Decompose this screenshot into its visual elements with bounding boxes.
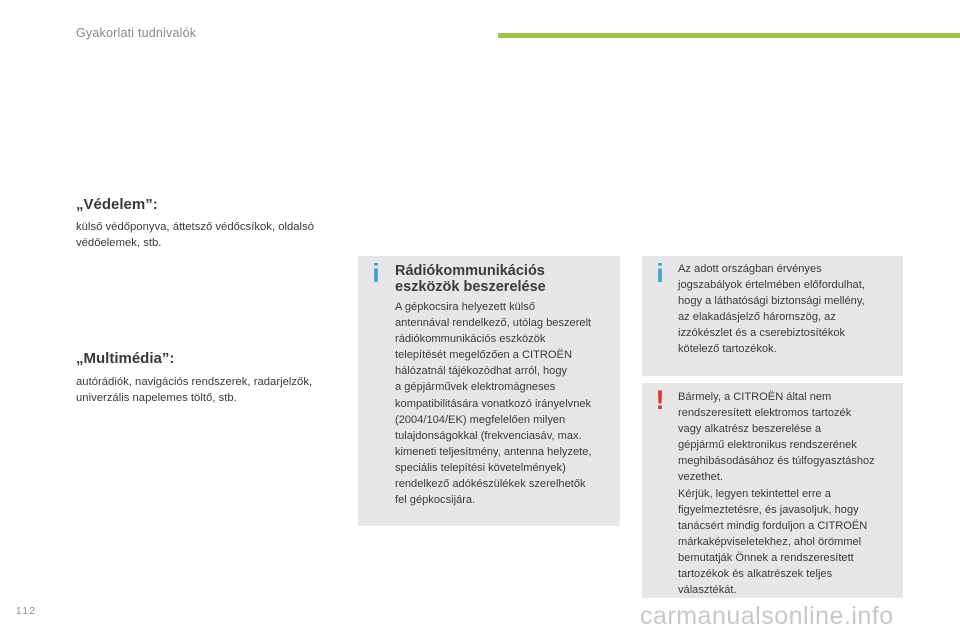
info-icon: i: [656, 258, 664, 288]
text-line: gépjármű elektronikus rendszerének: [678, 439, 857, 452]
text-line: (2004/104/EK) megfelelően milyen: [395, 413, 566, 426]
radio-communication-box: [358, 256, 620, 526]
text-line: meghibásodásához és túlfogyasztáshoz: [678, 455, 875, 468]
text-line: autórádiók, navigációs rendszerek, radarjelzők,: [76, 376, 313, 388]
text-line: vezethet.: [678, 471, 724, 484]
header-accent-bar: [498, 33, 960, 38]
text-line: rendelkező adókészülékek szerelhetők: [395, 478, 586, 491]
text-line: tanácsért mindig forduljon a CITROËN: [678, 519, 868, 532]
radio-box-heading: [395, 263, 615, 295]
section-text-protection: [76, 219, 351, 251]
text-line: kompatibilitására vonatkozó irányelvnek: [395, 397, 592, 410]
text-line: speciális telepítési követelmények): [395, 461, 566, 474]
text-line: választékát.: [678, 584, 737, 597]
text-line: Kérjük, legyen tekintettel erre a: [678, 487, 831, 500]
country-box-text: [678, 261, 900, 358]
heading-line: eszközök beszerelése: [395, 279, 546, 295]
text-line: figyelmeztetésre, és javasoljuk, hogy: [678, 503, 859, 516]
text-line: rendszeresített elektromos tartozék: [678, 407, 852, 420]
heading-line: Rádiókommunikációs: [395, 263, 545, 279]
text-line: Az adott országban érvényes: [678, 263, 822, 275]
text-line: tulajdonságokkal (frekvenciasáv, max.: [395, 429, 582, 442]
section-heading-protection: „Védelem”:: [76, 196, 158, 213]
text-line: rádiókommunikációs eszközök: [395, 333, 546, 346]
text-line: tartozékok és alkatrészek teljes: [678, 568, 833, 581]
text-line: bemutatják Önnek a rendszeresített: [678, 551, 854, 564]
header-title: Gyakorlati tudnivalók: [76, 26, 197, 40]
country-regulations-box: [642, 256, 903, 376]
text-line: kimeneti teljesítmény, antenna helyzete,: [395, 445, 592, 458]
warning-box-text: [678, 389, 902, 598]
text-line: univerzális napelemes töltő, stb.: [76, 392, 237, 404]
warning-icon: !: [655, 385, 665, 415]
text-line: a gépjárművek elektromágneses: [395, 381, 556, 394]
text-line: kötelező tartozékok.: [678, 343, 777, 356]
text-line: külső védőponyva, áttetsző védőcsíkok, oldalsó: [76, 221, 315, 233]
text-line: Bármely, a CITROËN által nem: [678, 391, 832, 403]
text-line: izzókészlet és a cserebiztosítékok: [678, 327, 846, 340]
section-text-multimedia: [76, 374, 351, 406]
text-line: márkaképviseletekhez, ahol örömmel: [678, 535, 862, 548]
page-number: 112: [16, 606, 37, 617]
text-line: hálózatnál tájékozódhat arról, hogy: [395, 365, 568, 378]
section-heading-multimedia: „Multimédia”:: [76, 350, 175, 367]
warning-box: [642, 383, 903, 598]
text-line: az elakadásjelző háromszög, az: [678, 311, 836, 324]
text-line: fel gépkocsijára.: [395, 494, 476, 507]
text-line: vagy alkatrész beszerelése a: [678, 423, 822, 436]
text-line: antennával rendelkező, utólag beszerelt: [395, 317, 592, 330]
info-icon: i: [372, 258, 380, 288]
text-line: védőelemek, stb.: [76, 237, 162, 249]
text-line: hogy a láthatósági biztonsági mellény,: [678, 295, 865, 308]
radio-box-text: [395, 299, 617, 508]
text-line: A gépkocsira helyezett külső: [395, 301, 535, 313]
text-line: telepítését megelőzően a CITROËN: [395, 349, 572, 362]
text-line: jogszabályok értelmében előfordulhat,: [678, 279, 865, 292]
watermark: carmanualsonline.info: [640, 602, 894, 630]
